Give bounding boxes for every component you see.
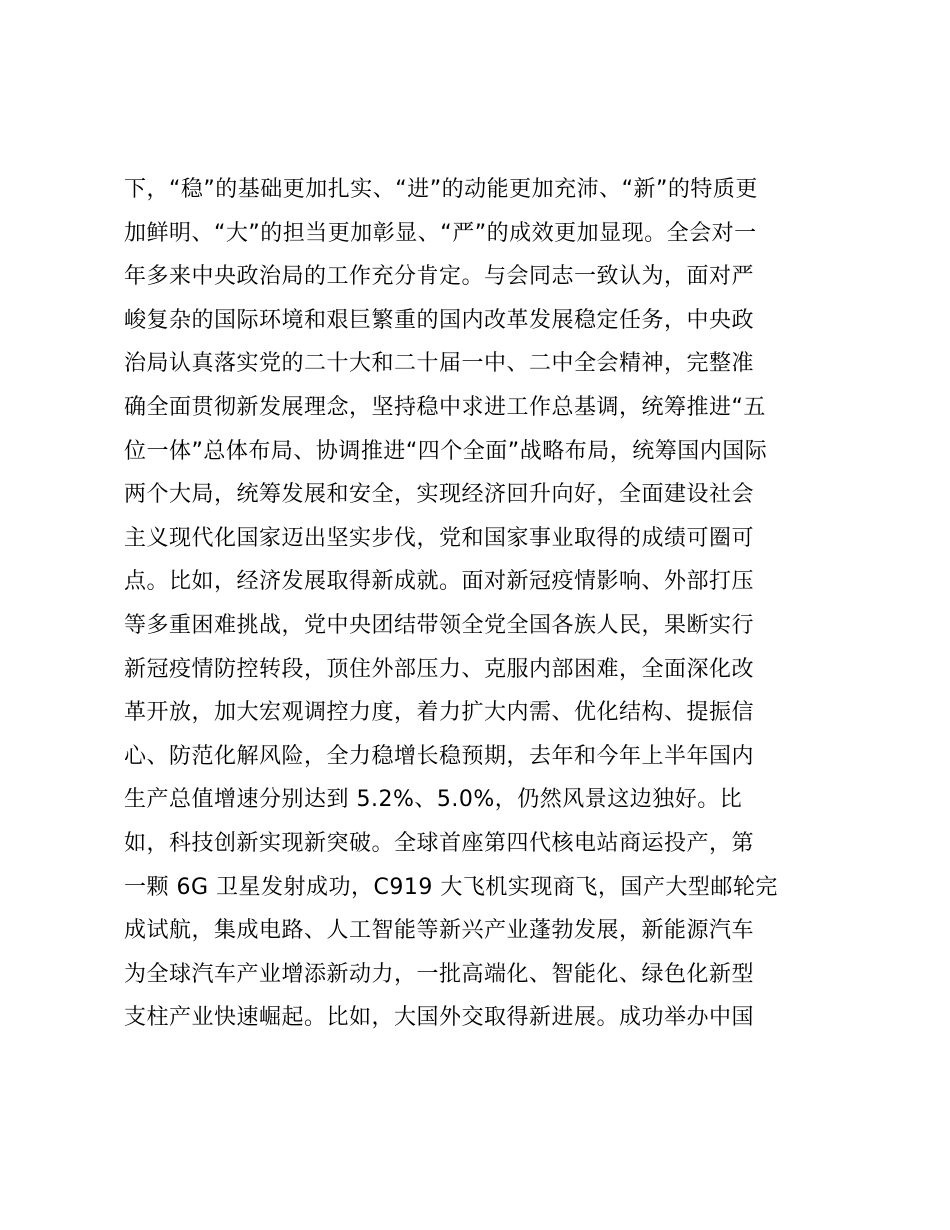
- text-line: 峻复杂的国际环境和艰巨繁重的国内改革发展稳定任务，中央政: [124, 307, 755, 333]
- text-line: 治局认真落实党的二十大和二十届一中、二中全会精神，完整准: [124, 351, 755, 377]
- text-line: 主义现代化国家迈出坚实步伐，党和国家事业取得的成绩可圈可: [124, 525, 755, 551]
- text-line: 成试航，集成电路、人工智能等新兴产业蓬勃发展，新能源汽车: [124, 918, 755, 944]
- text-line: 新冠疫情防控转段，顶住外部压力、克服内部困难，全面深化改: [124, 656, 755, 682]
- text-line: 为全球汽车产业增添新动力，一批高端化、智能化、绿色化新型: [124, 961, 755, 987]
- text-line: 加鲜明、“大”的担当更加彰显、“严”的成效更加显现。全会对一: [124, 220, 757, 246]
- text-line: 等多重困难挑战，党中央团结带领全党全国各族人民，果断实行: [124, 612, 755, 638]
- text-line: 点。比如，经济发展取得新成就。面对新冠疫情影响、外部打压: [124, 569, 755, 595]
- text-line: 确全面贯彻新发展理念，坚持稳中求进工作总基调，统筹推进“五: [124, 394, 766, 420]
- text-line: 如，科技创新实现新突破。全球首座第四代核电站商运投产，第: [124, 830, 755, 856]
- text-line: 革开放，加大宏观调控力度，着力扩大内需、优化结构、提振信: [124, 700, 755, 726]
- text-line: 一颗 6G 卫星发射成功，C919 大飞机实现商飞，国产大型邮轮完: [124, 874, 778, 900]
- text-line: 心、防范化解风险，全力稳增长稳预期，去年和今年上半年国内: [124, 743, 755, 769]
- text-line: 下，“稳”的基础更加扎实、“进”的动能更加充沛、“新”的特质更: [124, 177, 758, 202]
- body-paragraph: [124, 168, 844, 1040]
- text-line: 年多来中央政治局的工作充分肯定。与会同志一致认为，面对严: [124, 264, 755, 290]
- text-line: 支柱产业快速崛起。比如，大国外交取得新进展。成功举办中国: [124, 1005, 755, 1031]
- text-line: 生产总值增速分别达到 5.2%、5.0%，仍然风景这边独好。比: [124, 787, 743, 813]
- text-line: 两个大局，统筹发展和安全，实现经济回升向好，全面建设社会: [124, 482, 755, 508]
- text-line: 位一体”总体布局、协调推进“四个全面”战略布局，统筹国内国际: [124, 438, 768, 464]
